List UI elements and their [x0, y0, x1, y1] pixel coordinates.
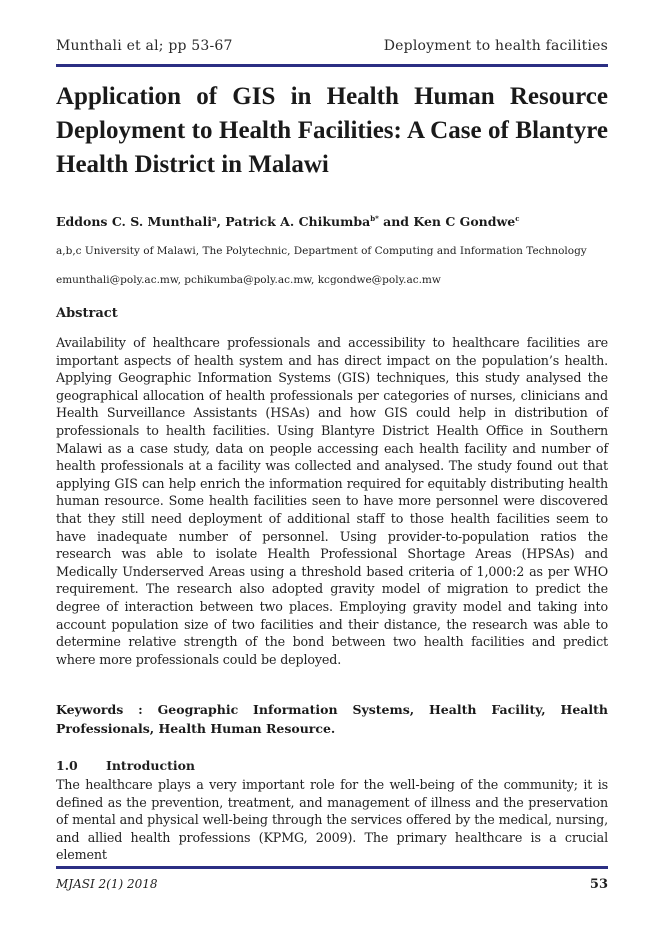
author-affiliation-mark: a [212, 214, 217, 223]
abstract-heading: Abstract [56, 306, 118, 321]
running-header-left: Munthali et al; pp 53-67 [56, 38, 233, 54]
section-heading-introduction [56, 758, 195, 773]
author-affiliation-mark: b* [370, 214, 379, 223]
abstract-body: Availability of healthcare professionals and accessibility to healthcare facilities are important aspects of health system and has direct impact on the population’s health. Applying Geographic Information Systems (GIS) techniques, this study analysed the geographical allocation of health professionals per categories of nurses, clinicians and Health Surveillance Assistants (HSAs) and how GIS could help in distribution of professionals to health facilities. Using Blantyre District Health Office in Southern Malawi as a case study, data on people accessing each health facility and number of health professionals at a facility was collected and analysed. The study found out that applying GIS can help enrich the information required for equitably distributing health human resource. Some health facilities seen to have more personnel were discovered that they still need deployment of additional staff to those health facilities seem to have inadequate number of personnel. Using provider-to-population ratios the research was able to isolate Health Professional Shortage Areas (HPSAs) and Medically Underserved Areas using a threshold based criteria of 1,000:2 as per WHO requirement. The research also adopted gravity model of migration to predict the degree of interaction between two places. Employing gravity model and taking into account population size of two facilities and their distance, the research was able to determine relative strength of the bond between two health facilities and predict where more professionals could be deployed. [56, 335, 608, 667]
author-name: Eddons C. S. Munthali [56, 214, 213, 230]
header-rule [56, 64, 608, 67]
running-header [56, 38, 608, 54]
running-header-right: Deployment to health facilities [383, 38, 608, 54]
journal-citation: MJASI 2(1) 2018 [56, 877, 158, 891]
footer-rule [56, 866, 608, 869]
page-number: 53 [589, 877, 608, 892]
section-title: Introduction [106, 758, 196, 773]
introduction-body: The healthcare plays a very important role for the well-being of the community; it is defined as the prevention, treatment, and management of illness and the preservation of mental and physical well-being through the services offered by the medical, nursing, and allied health professions (KPMG, 2009). The primary healthcare is a crucial element [56, 777, 608, 863]
page-footer [56, 877, 608, 892]
author-name: Ken C Gondwe [413, 214, 516, 230]
author-emails: emunthali@poly.ac.mw, pchikumba@poly.ac.mw, kcgondwe@poly.ac.mw [56, 274, 441, 286]
author-name: Patrick A. Chikumba [225, 214, 371, 230]
paper-title: Application of GIS in Health Human Resource Deployment to Health Facilities: A Case of Blantyre Health District in Malawi [56, 83, 608, 178]
affiliation: a,b,c University of Malawi, The Polytechnic, Department of Computing and Information Technology [56, 245, 587, 257]
author-list: Eddons C. S. Munthali$^a$, Patrick A. Chikumba$^{b*}$ and Ken C Gondwe$^c$ [56, 214, 520, 230]
keywords: Keywords : Geographic Information Systems, Health Facility, Health Professionals, Health Human Resource. [56, 702, 608, 736]
section-number: 1.0 [56, 758, 78, 773]
author-affiliation-mark: c [515, 214, 520, 223]
